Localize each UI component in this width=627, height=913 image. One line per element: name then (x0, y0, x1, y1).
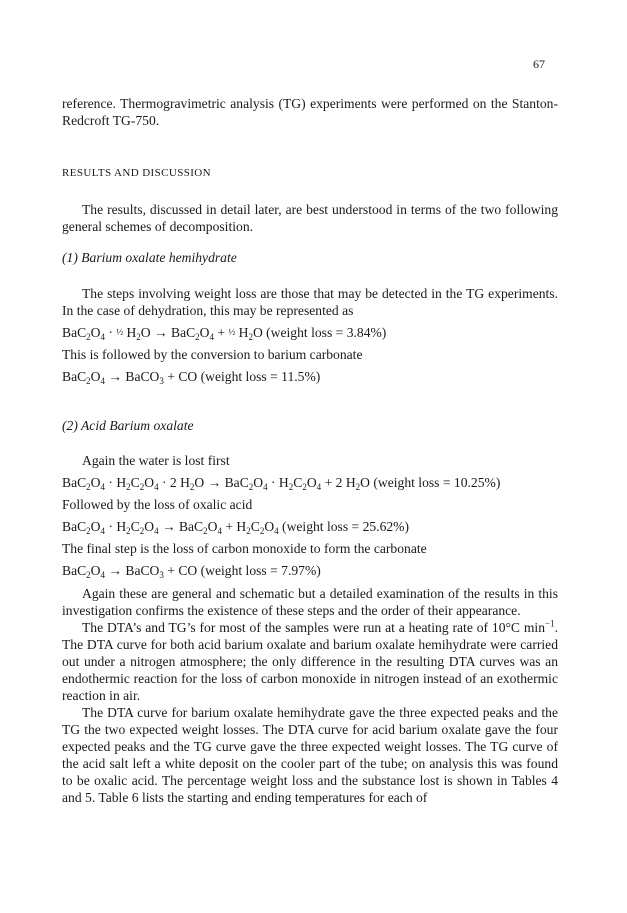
body-paragraphs (62, 585, 558, 806)
conversion-text: This is followed by the conversion to barium carbonate (62, 347, 363, 362)
final-paragraph: The DTA curve for barium oxalate hemihydrate gave the three expected peaks and the TG the two expected weight losses. The DTA curve for acid barium oxalate gave the four expected peaks and the TG curve gave the three expected weight losses. The TG curve of the acid salt left a white deposit on the cooler part of the tube; on analysis this was found to be oxalic acid. The percentage weight loss and the substance lost is shown in Tables 4 and 5. Table 6 lists the starting and ending temperatures for each of (62, 705, 558, 805)
general-paragraph: Again these are general and schematic but a detailed examination of the results in this investigation confirms the existence of these steps and the order of their appearance. (62, 586, 558, 618)
intro-paragraph (62, 95, 558, 129)
final-step-text: The final step is the loss of carbon monoxide to form the carbonate (62, 541, 427, 556)
results-text: The results, discussed in detail later, are best understood in terms of the two following general schemes of decomposition. (62, 202, 558, 234)
dta-text-rest: . The DTA curve for both acid barium oxalate and barium oxalate hemihydrate were carried out under a nitrogen atmosphere; the only difference in the resulting DTA curves was an endothermic reaction for the loss of carbon monoxide in nitrogen instead of an exothermic reaction in air. (62, 620, 558, 703)
section-heading: RESULTS AND DISCUSSION (62, 167, 211, 179)
page-number: 67 (533, 57, 545, 71)
dta-paragraph (62, 619, 558, 704)
followed-text: Followed by the loss of oxalic acid (62, 497, 253, 512)
eq1-weight-loss: (weight loss = 3.84%) (266, 325, 387, 340)
eq2-weight-loss: (weight loss = 11.5%) (200, 369, 321, 384)
dta-text-start: The DTA’s and TG’s for most of the samples were run at a heating rate of 10°C min (82, 620, 546, 635)
equation-1: $BaC_2O_4$ · ½ $H_2O \to BaC_2O_4$ + ½ $H_2O$ (weight loss = 3.84%) (62, 325, 387, 342)
scheme1-paragraph (62, 285, 558, 319)
equation-3: $BaC_2O_4 \cdot H_2C_2O_4 \cdot 2$ $H_2O \to BaC_2O_4 \cdot H_2C_2O_4 + 2$ $H_2O$ (weight loss = 10.25%) (62, 475, 501, 492)
water-text: Again the water is lost first (82, 453, 230, 468)
equation-4: $BaC_2O_4 \cdot H_2C_2O_4 \to BaC_2O_4 + H_2C_2O_4$ (weight loss = 25.62%) (62, 519, 410, 536)
equation-2: $BaC_2O_4$ → BaCO$_3$ + CO (weight loss = 11.5%) (62, 369, 321, 386)
scheme1-title: (1) Barium oxalate hemihydrate (62, 250, 237, 265)
intro-text: reference. Thermogravimetric analysis (TG) experiments were performed on the Stanton-Redcroft TG-750. (62, 96, 558, 128)
scheme2-title: (2) Acid Barium oxalate (62, 418, 194, 433)
results-paragraph (62, 201, 558, 235)
scheme1-text: The steps involving weight loss are those that may be detected in the TG experiments. In the case of dehydration, this may be represented as (62, 286, 558, 318)
eq3-weight-loss: (weight loss = 10.25%) (373, 475, 501, 490)
equation-5: $BaC_2O_4$ → BaCO$_3$ + CO (weight loss = 7.97%) (62, 563, 321, 580)
dta-exponent: −1 (545, 618, 555, 629)
eq4-weight-loss: (weight loss = 25.62%) (282, 519, 410, 534)
eq5-weight-loss: (weight loss = 7.97%) (200, 563, 321, 578)
